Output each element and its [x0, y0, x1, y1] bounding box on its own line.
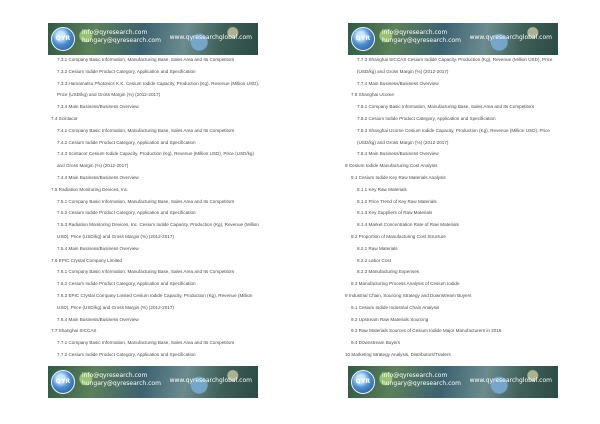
- banner-email: info@qyresearch.com: [382, 29, 448, 36]
- toc-entry: Price (USD/kg) and Gross Margin (%) (2012-2017): [57, 92, 161, 98]
- toc-entry: 8 Cesium Iodide Manufacturing Cost Analysis: [345, 163, 438, 169]
- banner-email-2: hungary@qyresearch.com: [382, 37, 461, 44]
- banner-contact: [382, 29, 461, 45]
- toc-entry: 7.3.3 Hamamatsu Photonics K.K. Cesium Iodide Capacity, Production (Kg), Revenue (Million USD),: [57, 80, 260, 86]
- toc-entry: 10 Marketing Strategy Analysis, Distributors/Traders: [345, 352, 451, 357]
- toc-entry: 8.3 Manufacturing Process Analysis of Cesium Iodide: [351, 281, 460, 287]
- toc-entry: 8.2.1 Raw Materials: [357, 245, 398, 251]
- banner-email: info@qyresearch.com: [82, 29, 148, 36]
- toc-entry: 7.3.2 Cesium Iodide Product Category, Application and Specification: [57, 68, 196, 74]
- toc-entry: 7.8.2 Cesium Iodide Product Category, Application and Specification: [357, 116, 496, 121]
- toc-entry: 8.1.3 Key Suppliers of Raw Materials: [357, 210, 433, 216]
- toc-entry: 9.3 Raw Materials Sources of Cesium Iodide Major Manufacturers in 2016: [351, 328, 502, 334]
- toc-entry: USD), Price (USD/kg) and Gross Margin (%) (2012-2017): [57, 304, 174, 310]
- toc-entry: 8.2.3 Manufacturing Expenses: [357, 269, 420, 275]
- toc-entry: 7.5 Radiation Monitoring Devices, Inc.: [51, 186, 129, 192]
- banner-email: info@qyresearch.com: [82, 372, 148, 379]
- toc-entry: 8.2 Proportion of Manufacturing Cost Structure: [351, 234, 446, 239]
- toc-entry: 7.5.2 Cesium Iodide Product Category, Application and Specification: [57, 210, 196, 216]
- toc-entry: 7.5.1 Company Basic Information, Manufacturing Base, Sales Area and Its Competitors: [57, 198, 235, 204]
- footer-banner: [348, 366, 558, 398]
- toc-entry: 7.3.1 Company Basic Information, Manufacturing Base, Sales Area and Its Competitors: [57, 57, 235, 62]
- toc-entry: 7.4.2 Cesium Iodide Product Category, Application and Specification: [57, 139, 196, 145]
- header-banner: [348, 23, 558, 55]
- banner-website: www.qyresearchglobal.com: [169, 34, 252, 41]
- banner-website: www.qyresearchglobal.com: [469, 34, 552, 41]
- toc-entry: 7.7.1 Company Basic Information, Manufacturing Base, Sales Area and Its Competitors: [57, 340, 235, 346]
- toc-entry: USD), Price (USD/kg) and Gross Margin (%) (2012-2017): [57, 234, 174, 239]
- toc-entry: and Gross Margin (%) (2012-2017): [57, 163, 129, 169]
- toc-entry: 7.4.4 Main Business/Business Overview: [57, 175, 139, 180]
- toc-entry: 9.2 Upstream Raw Materials Sourcing: [351, 316, 429, 322]
- toc-entry: 8.1.1 Key Raw Materials: [357, 186, 407, 192]
- toc-entry: 8.1.2 Price Trend of Key Raw Materials: [357, 198, 437, 204]
- toc-entry: 8.1.4 Market Concentration Rate of Raw Materials: [357, 222, 459, 228]
- toc-entry: 7.8.4 Main Business/Business Overview: [357, 151, 439, 157]
- toc-entry: 9.1 Cesium Iodide Industrial Chain Analysis: [351, 304, 440, 310]
- toc-entry: 7.3.4 Main Business/Business Overview: [57, 104, 139, 110]
- toc-entry: 7.6.1 Company Basic Information, Manufacturing Base, Sales Area and Its Competitors: [57, 269, 235, 275]
- toc-entry: 7.8 Shanghai Ucome: [351, 92, 394, 98]
- banner-email-2: hungary@qyresearch.com: [82, 380, 161, 387]
- toc-entry: 7.6.4 Main Business/Business Overview: [57, 316, 139, 322]
- toc-entry: 9 Industrial Chain, Sourcing Strategy and Downstream Buyers: [345, 293, 472, 298]
- toc-entry: 7.4.3 Scintacor Cesium Iodide Capacity, Production (Kg), Revenue (Million USD), Price (USD/kg): [57, 151, 255, 157]
- toc-entry: 7.5.4 Main Business/Business Overview: [57, 245, 139, 251]
- toc-entry: 7.4 Scintacor: [51, 116, 78, 121]
- qyr-logo: QYR: [51, 27, 75, 51]
- toc-entry: 7.6.2 Cesium Iodide Product Category, Application and Specification: [57, 281, 196, 287]
- banner-contact: [82, 372, 161, 388]
- toc-entry: 7.5.3 Radiation Monitoring Devices, Inc. Cesium Iodide Capacity, Production (Kg), Revenue (Million: [57, 222, 259, 228]
- toc-entry: 7.7 Shanghai SICCAS: [51, 328, 97, 334]
- toc-entry: 7.7.4 Main Business/Business Overview: [357, 80, 439, 86]
- toc-entry: 7.6.3 EPIC Crystal Company Limited Cesium Iodide Capacity, Production (Kg), Revenue (Million: [57, 293, 253, 298]
- toc-entry: 7.8.3 Shanghai Ucome Cesium Iodide Capacity, Production (Kg), Revenue (Million USD), Price: [357, 127, 550, 133]
- toc-entry: 7.6 EPIC Crystal Company Limited: [51, 257, 122, 263]
- qyr-logo: QYR: [351, 27, 375, 51]
- banner-email-2: hungary@qyresearch.com: [82, 37, 161, 44]
- toc-entry: 7.8.1 Company Basic Information, Manufacturing Base, Sales Area and Its Competitors: [357, 104, 535, 110]
- banner-email-2: hungary@qyresearch.com: [382, 380, 461, 387]
- toc-entry: (USD/kg) and Gross Margin (%) (2012-2017): [357, 68, 449, 74]
- banner-website: www.qyresearchglobal.com: [469, 377, 552, 384]
- qyr-logo: QYR: [51, 370, 75, 394]
- banner-email: info@qyresearch.com: [382, 372, 448, 379]
- toc-entry: (USD/kg) and Gross Margin (%) (2012-2017): [357, 139, 449, 145]
- banner-contact: [382, 372, 461, 388]
- toc-entry: 7.4.1 Company Basic Information, Manufacturing Base, Sales Area and Its Competitors: [57, 127, 235, 133]
- toc-entry: 7.7.3 Shanghai SICCAS Cesium Iodide Capacity, Production (Kg), Revenue (Million USD), Price: [357, 57, 553, 62]
- toc-entry: 8.1 Cesium Iodide Key Raw Materials Analysis: [351, 175, 446, 180]
- toc-entry: 8.2.2 Labor Cost: [357, 257, 391, 263]
- toc-entry: 9.4 Downstream Buyers: [351, 340, 401, 346]
- banner-website: www.qyresearchglobal.com: [169, 377, 252, 384]
- right-page: [300, 0, 600, 424]
- header-banner: [48, 23, 258, 55]
- footer-banner: [48, 366, 258, 398]
- toc-entry: 7.7.2 Cesium Iodide Product Category, Application and Specification: [57, 352, 196, 357]
- qyr-logo: QYR: [351, 370, 375, 394]
- banner-contact: [82, 29, 161, 45]
